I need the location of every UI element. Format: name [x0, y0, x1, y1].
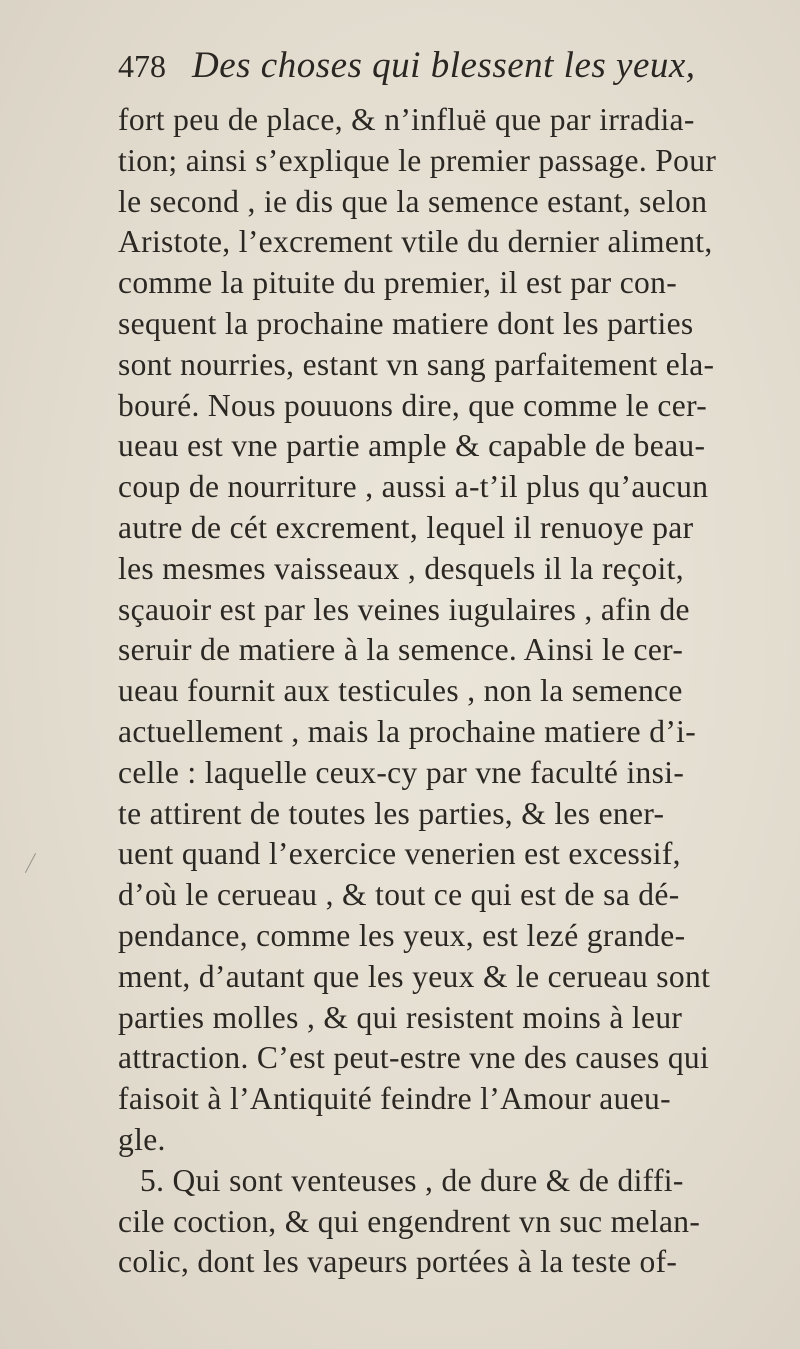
- text-line: colic, dont les vapeurs portées à la teste of-: [118, 1244, 678, 1280]
- page-number: 478: [118, 48, 166, 84]
- text-line: celle : laquelle ceux-cy par vne faculté insi-: [118, 754, 685, 790]
- text-line: attraction. C’est peut-estre vne des causes qui: [118, 1040, 710, 1076]
- running-title: Des choses qui blessent les yeux,: [192, 45, 696, 86]
- text-line: cile coction, & qui engendrent vn suc melan-: [118, 1203, 701, 1239]
- text-line: gle.: [118, 1121, 166, 1157]
- text-line: sont nourries, estant vn sang parfaitement ela-: [118, 346, 715, 382]
- text-line: fort peu de place, & n’influë que par irradia-: [118, 102, 695, 137]
- text-line: seruir de matiere à la semence. Ainsi le cer-: [118, 632, 684, 668]
- text-line: ment, d’autant que les yeux & le cerueau sont: [118, 958, 711, 994]
- text-line: les mesmes vaisseaux , desquels il la reçoit,: [118, 550, 684, 586]
- text-line: ueau est vne partie ample & capable de beau-: [118, 428, 706, 464]
- text-line: actuellement , mais la prochaine matiere d’i-: [118, 713, 697, 749]
- margin-pencil-mark: [25, 853, 36, 873]
- text-line: uent quand l’exercice venerien est excessif,: [118, 836, 681, 872]
- page-header: [118, 44, 696, 87]
- text-line: coup de nourriture , aussi a-t’il plus qu’aucun: [118, 469, 709, 505]
- text-line: tion; ainsi s’explique le premier passage. Pour: [118, 142, 717, 178]
- text-line: 5. Qui sont venteuses , de dure & de diffi-: [140, 1162, 684, 1198]
- text-line: Aristote, l’excrement vtile du dernier aliment,: [118, 224, 713, 260]
- text-line: faisoit à l’Antiquité feindre l’Amour aueu-: [118, 1081, 671, 1117]
- text-line: le second , ie dis que la semence estant, selon: [118, 183, 708, 219]
- text-line: d’où le cerueau , & tout ce qui est de sa dé-: [118, 877, 680, 913]
- text-line: comme la pituite du premier, il est par con-: [118, 265, 678, 301]
- text-line: te attirent de toutes les parties, & les ener-: [118, 795, 665, 831]
- text-line: sçauoir est par les veines iugulaires , afin de: [118, 591, 690, 627]
- text-line: bouré. Nous pouuons dire, que comme le cer-: [118, 387, 708, 423]
- text-line: autre de cét excrement, lequel il renuoye par: [118, 509, 694, 545]
- body-text: [118, 100, 798, 1283]
- text-line: parties molles , & qui resistent moins à leur: [118, 999, 683, 1035]
- text-line: pendance, comme les yeux, est lezé grande-: [118, 917, 686, 953]
- text-line: sequent la prochaine matiere dont les parties: [118, 305, 694, 341]
- text-line: ueau fournit aux testicules , non la semence: [118, 673, 683, 709]
